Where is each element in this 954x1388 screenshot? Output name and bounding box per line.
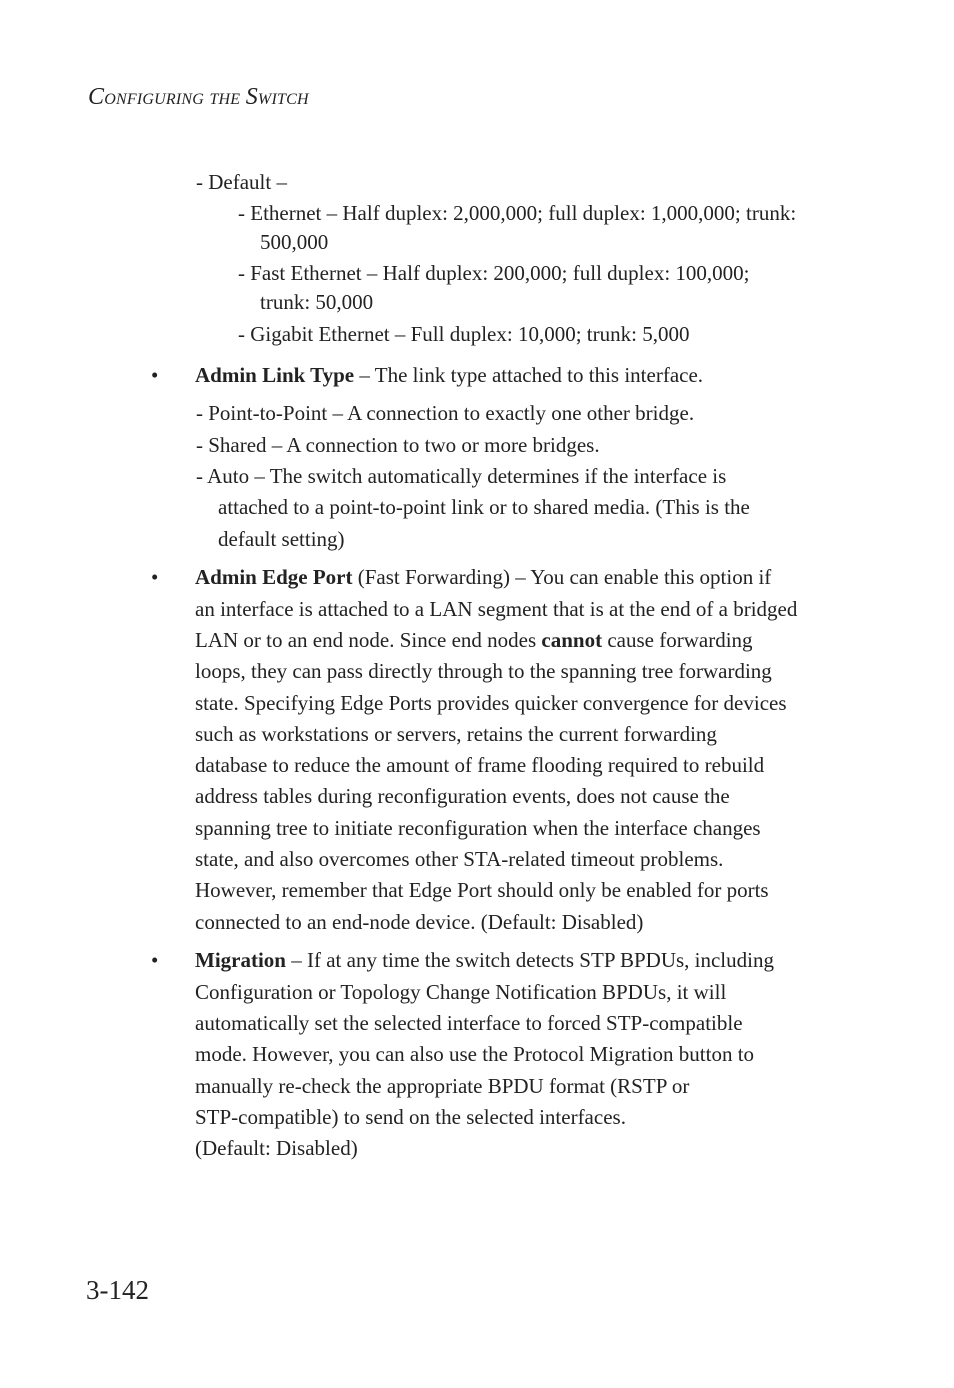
admin-edge-port-term: Admin Edge Port	[195, 565, 353, 589]
migration-line: (Default: Disabled)	[195, 1136, 358, 1160]
bullet-admin-link-type: •	[151, 363, 159, 387]
ethernet-cost-line-cont: 500,000	[260, 230, 329, 254]
migration-line: automatically set the selected interface to forced STP-compatible	[195, 1011, 743, 1035]
running-header: CONFIGURING THE SWITCH	[88, 84, 309, 110]
migration-line: Migration – If at any time the switch detects STP BPDUs, including	[195, 948, 774, 972]
admin-edge-port-line: address tables during reconfiguration events, does not cause the	[195, 784, 730, 808]
emphasis-cannot: cannot	[541, 628, 603, 652]
admin-edge-port-line: such as workstations or servers, retains the current forwarding	[195, 722, 717, 746]
bullet-migration: •	[151, 948, 159, 972]
migration-line: manually re-check the appropriate BPDU format (RSTP or	[195, 1074, 690, 1098]
admin-edge-port-line: an interface is attached to a LAN segment that is at the end of a bridged	[195, 597, 798, 621]
link-type-shared: - Shared – A connection to two or more bridges.	[196, 433, 600, 457]
admin-edge-port-line: Admin Edge Port (Fast Forwarding) – You can enable this option if	[195, 565, 772, 589]
admin-link-type-item: Admin Link Type – The link type attached to this interface.	[195, 363, 704, 387]
admin-edge-port-line: database to reduce the amount of frame flooding required to rebuild	[195, 753, 765, 777]
page-number: 3-142	[86, 1275, 149, 1305]
default-line: - Default –	[196, 170, 287, 194]
admin-edge-port-line: state. Specifying Edge Ports provides quicker convergence for devices	[195, 691, 787, 715]
bullet-admin-edge-port: •	[151, 565, 159, 589]
migration-line: STP-compatible) to send on the selected interfaces.	[195, 1105, 626, 1129]
gigabit-ethernet-cost-line: - Gigabit Ethernet – Full duplex: 10,000; trunk: 5,000	[238, 322, 690, 346]
admin-edge-port-line: loops, they can pass directly through to the spanning tree forwarding	[195, 659, 772, 683]
link-type-auto-cont: attached to a point-to-point link or to shared media. (This is the	[218, 495, 750, 519]
link-type-point-to-point: - Point-to-Point – A connection to exactly one other bridge.	[196, 401, 695, 425]
admin-link-type-term: Admin Link Type	[195, 363, 355, 387]
admin-edge-port-line: However, remember that Edge Port should only be enabled for ports	[195, 878, 769, 902]
ethernet-cost-line: - Ethernet – Half duplex: 2,000,000; full duplex: 1,000,000; trunk:	[238, 201, 797, 225]
link-type-auto-cont: default setting)	[218, 527, 345, 551]
admin-edge-port-line: spanning tree to initiate reconfiguration when the interface changes	[195, 816, 761, 840]
migration-line: mode. However, you can also use the Protocol Migration button to	[195, 1042, 755, 1066]
admin-edge-port-line: LAN or to an end node. Since end nodes cannot cause forwarding	[195, 628, 753, 652]
admin-edge-port-line: connected to an end-node device. (Default: Disabled)	[195, 910, 644, 934]
link-type-auto: - Auto – The switch automatically determines if the interface is	[196, 464, 727, 488]
fast-ethernet-cost-line: - Fast Ethernet – Half duplex: 200,000; full duplex: 100,000;	[238, 261, 750, 285]
fast-ethernet-cost-line-cont: trunk: 50,000	[260, 290, 374, 314]
migration-line: Configuration or Topology Change Notification BPDUs, it will	[195, 980, 727, 1004]
migration-term: Migration	[195, 948, 286, 972]
admin-edge-port-line: state, and also overcomes other STA-related timeout problems.	[195, 847, 724, 871]
